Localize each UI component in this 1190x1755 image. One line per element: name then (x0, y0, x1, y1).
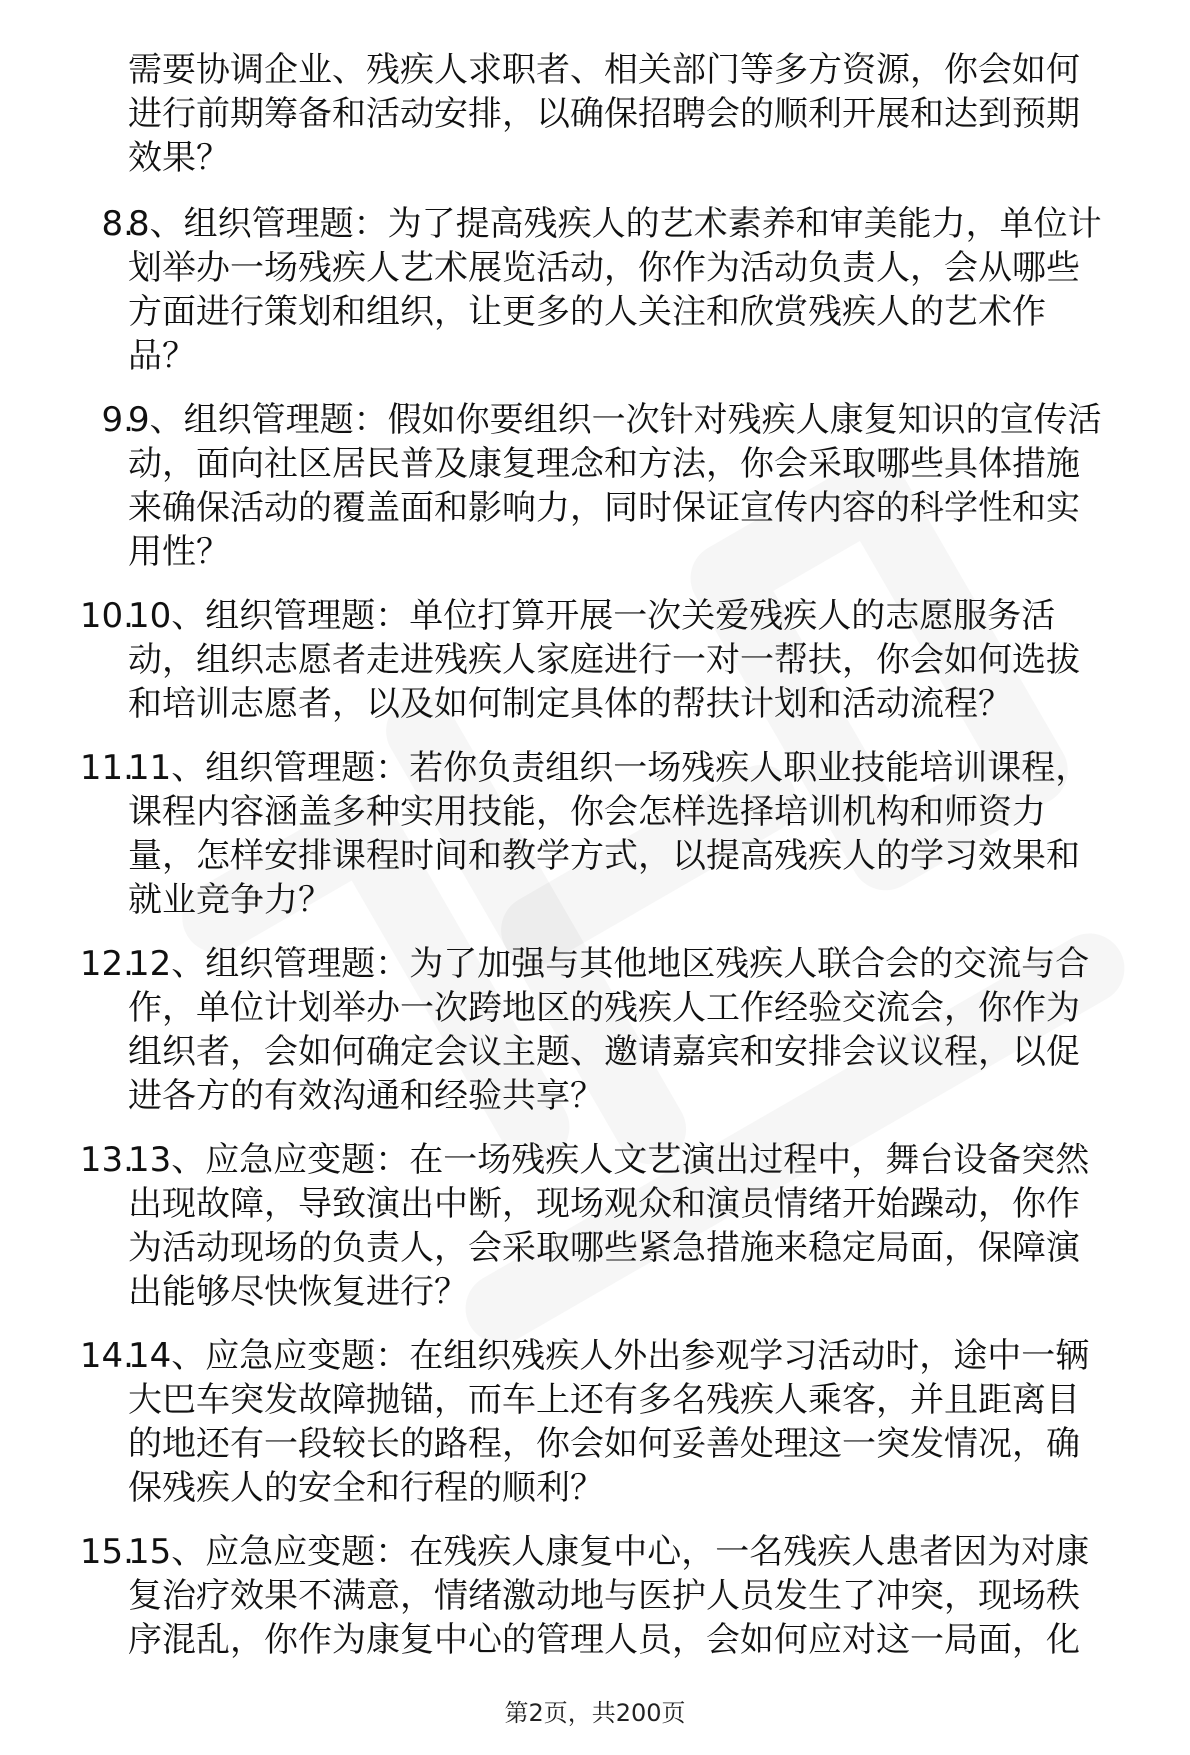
question-text: 8、组织管理题：为了提高残疾人的艺术素养和审美能力，单位计 划举办一场残疾人艺术展览活动，你作为活动负责人，会从哪些 方面进行策划和组织，让更多的人关注和欣赏残疾人的艺术作 品？ (128, 204, 1102, 376)
question-item (0, 1530, 1190, 1662)
question-item (0, 398, 1190, 574)
question-text: 13、应急应变题：在一场残疾人文艺演出过程中，舞台设备突然 出现故障，导致演出中断，现场观众和演员情绪开始躁动，你作 为活动现场的负责人，会采取哪些紧急措施来稳定局面，保障演 出能够尽快恢复进行？ (128, 1140, 1090, 1312)
question-list (0, 202, 1190, 1682)
question-item (0, 942, 1190, 1118)
question-number: 10. (79, 596, 134, 636)
question-text: 9、组织管理题：假如你要组织一次针对残疾人康复知识的宣传活 动，面向社区居民普及康复理念和方法，你会采取哪些具体措施 来确保活动的覆盖面和影响力，同时保证宣传内容的科学性和实 用性？ (128, 400, 1102, 572)
question-number: 8. (101, 204, 134, 244)
question-item (0, 746, 1190, 922)
continuation-text: 需要协调企业、残疾人求职者、相关部门等多方资源，你会如何 进行前期筹备和活动安排，以确保招聘会的顺利开展和达到预期 效果？ (128, 50, 1080, 178)
question-item (0, 594, 1190, 726)
question-text: 11、组织管理题：若你负责组织一场残疾人职业技能培训课程， 课程内容涵盖多种实用技能，你会怎样选择培训机构和师资力 量，怎样安排课程时间和教学方式，以提高残疾人的学习效果和 就业竞争力？ (128, 748, 1090, 920)
page-number-text: 第2页，共200页 (504, 1699, 686, 1727)
question-text: 10、组织管理题：单位打算开展一次关爱残疾人的志愿服务活 动，组织志愿者走进残疾人家庭进行一对一帮扶，你会如何选拔 和培训志愿者，以及如何制定具体的帮扶计划和活动流程？ (128, 596, 1080, 724)
question-number: 15. (79, 1532, 134, 1572)
question-text: 15、应急应变题：在残疾人康复中心，一名残疾人患者因为对康 复治疗效果不满意，情绪激动地与医护人员发生了冲突，现场秩 序混乱，你作为康复中心的管理人员，会如何应对这一局面，化 (128, 1532, 1090, 1660)
question-text: 14、应急应变题：在组织残疾人外出参观学习活动时，途中一辆 大巴车突发故障抛锚，而车上还有多名残疾人乘客，并且距离目 的地还有一段较长的路程，你会如何妥善处理这一突发情况，确 保残疾人的安全和行程的顺利？ (128, 1336, 1090, 1508)
question-number: 9. (101, 400, 134, 440)
question-item (0, 202, 1190, 378)
page-footer (0, 1698, 1190, 1728)
question-text: 12、组织管理题：为了加强与其他地区残疾人联合会的交流与合 作，单位计划举办一次跨地区的残疾人工作经验交流会，你作为 组织者，会如何确定会议主题、邀请嘉宾和安排会议议程，以促 进各方的有效沟通和经验共享？ (128, 944, 1090, 1116)
question-number: 14. (79, 1336, 134, 1376)
question-number: 12. (79, 944, 134, 984)
question-number: 13. (79, 1140, 134, 1180)
question-number: 11. (79, 748, 134, 788)
question-item (0, 1334, 1190, 1510)
continuation-paragraph (128, 48, 1168, 180)
question-item (0, 1138, 1190, 1314)
